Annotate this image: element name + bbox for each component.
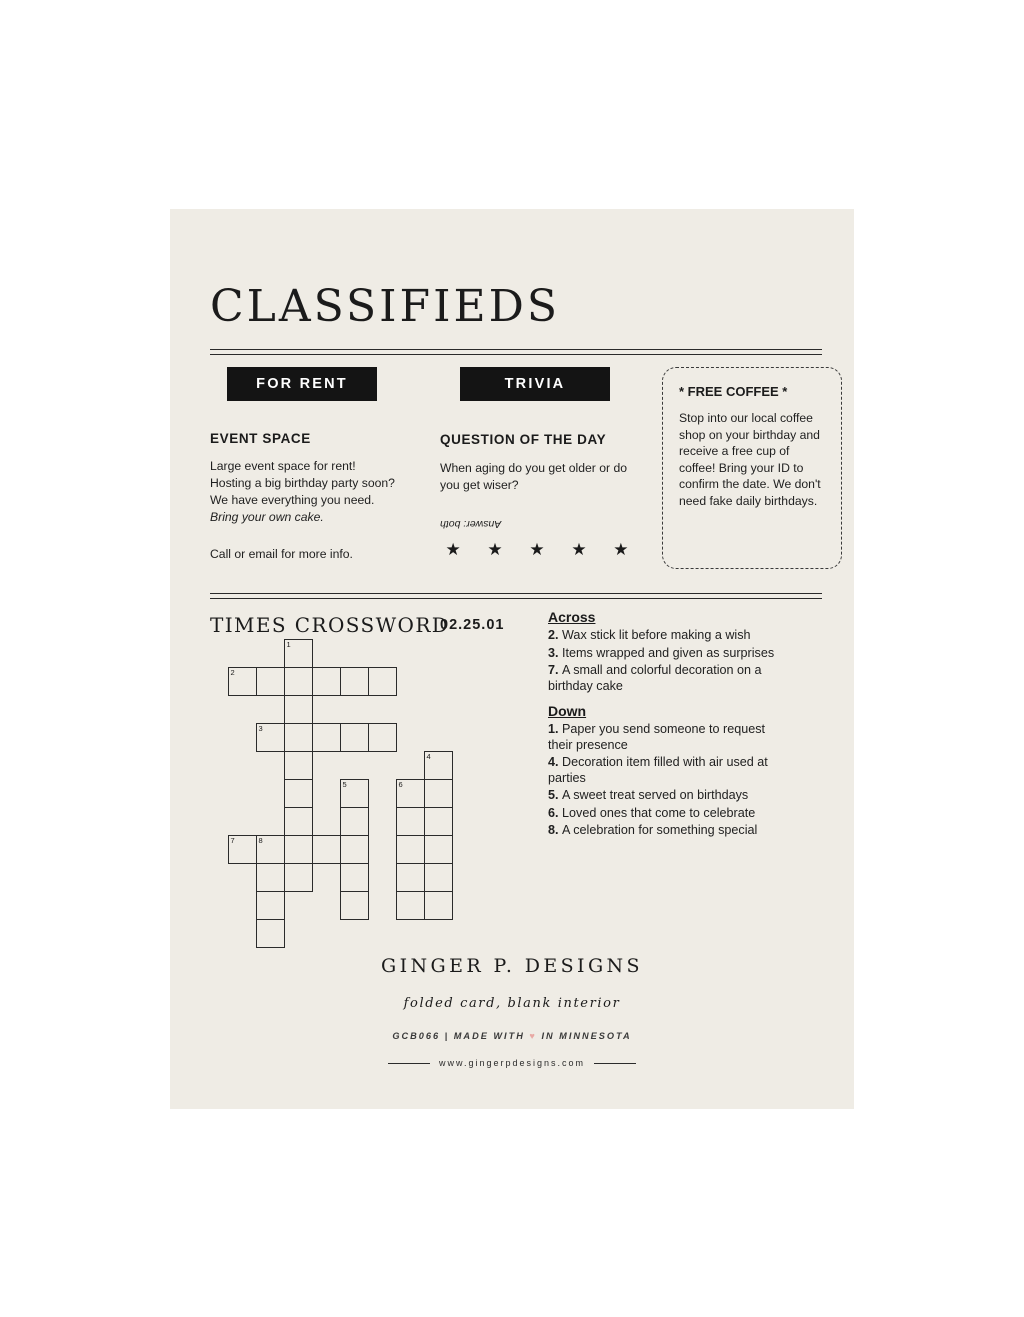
clue-number: 3. bbox=[548, 645, 563, 660]
crossword-cell[interactable] bbox=[256, 891, 285, 920]
crossword-cell[interactable] bbox=[424, 807, 453, 836]
clue-item bbox=[548, 722, 778, 753]
free-coffee-title: * FREE COFFEE * bbox=[679, 384, 788, 399]
crossword-cell[interactable] bbox=[368, 667, 397, 696]
crossword-cell[interactable] bbox=[312, 667, 341, 696]
crossword-cell[interactable] bbox=[340, 835, 369, 864]
clue-item bbox=[548, 755, 778, 786]
crossword-cell[interactable] bbox=[312, 835, 341, 864]
crossword-cell[interactable] bbox=[340, 807, 369, 836]
crossword-cell[interactable] bbox=[424, 751, 453, 780]
crossword-cell[interactable] bbox=[340, 723, 369, 752]
clue-number: 7. bbox=[548, 663, 563, 677]
product-code-prefix: GCB066 | MADE WITH bbox=[392, 1031, 530, 1041]
crossword-cell[interactable] bbox=[284, 835, 313, 864]
crossword-cell[interactable] bbox=[256, 723, 285, 752]
column-free-coffee bbox=[662, 367, 840, 569]
clue-text: Paper you send someone to request their presence bbox=[548, 722, 766, 752]
brand-tagline: folded card, blank interior bbox=[403, 996, 621, 1011]
crossword-cell[interactable] bbox=[228, 667, 257, 696]
crossword-cell[interactable] bbox=[396, 835, 425, 864]
crossword-cell-number: 7 bbox=[230, 836, 235, 845]
clue-text: A small and colorful decoration on a birthday cake bbox=[548, 663, 762, 693]
crossword-cell[interactable] bbox=[284, 639, 313, 668]
crossword-cell[interactable] bbox=[312, 723, 341, 752]
crossword-cell[interactable] bbox=[284, 695, 313, 724]
clue-number: 1. bbox=[548, 722, 563, 736]
crossword-cell-number: 5 bbox=[342, 780, 347, 789]
page-title: CLASSIFIEDS bbox=[210, 281, 561, 332]
crossword-cell-number: 8 bbox=[258, 836, 263, 845]
free-coffee-body: Stop into our local coffee shop on your birthday and receive a free cup of coffee! Bring your ID to confirm the date. We don't need fake daily birthdays. bbox=[679, 411, 821, 508]
crossword-cell[interactable] bbox=[284, 723, 313, 752]
crossword-cell[interactable] bbox=[396, 863, 425, 892]
for-rent-body-plain: Large event space for rent! Hosting a big birthday party soon? We have everything you need. bbox=[210, 459, 395, 507]
crossword-cell[interactable] bbox=[368, 723, 397, 752]
crossword-cell[interactable] bbox=[256, 835, 285, 864]
crossword-cell[interactable] bbox=[340, 779, 369, 808]
free-coffee-box bbox=[662, 367, 842, 569]
crossword-cell[interactable] bbox=[284, 863, 313, 892]
crossword-date: 02.25.01 bbox=[440, 617, 505, 633]
crossword-cell[interactable] bbox=[424, 779, 453, 808]
crossword-cell[interactable] bbox=[256, 667, 285, 696]
clue-item bbox=[548, 646, 778, 662]
trivia-answer-upside-down: Answer: both bbox=[440, 518, 502, 530]
column-trivia bbox=[440, 367, 645, 560]
clue-number: 5. bbox=[548, 788, 563, 802]
brand-url-row bbox=[192, 1058, 832, 1068]
crossword-cell-number: 3 bbox=[258, 724, 263, 733]
clue-item bbox=[548, 806, 778, 822]
clues-down-heading: Down bbox=[548, 703, 587, 719]
crossword-cell[interactable] bbox=[340, 863, 369, 892]
product-code bbox=[192, 1031, 832, 1041]
clue-item bbox=[548, 788, 778, 804]
product-code-suffix: IN MINNESOTA bbox=[536, 1031, 632, 1041]
for-rent-subhead: EVENT SPACE bbox=[210, 431, 311, 446]
card-inner bbox=[192, 209, 832, 1109]
crossword-cell[interactable] bbox=[340, 667, 369, 696]
crossword-cell-number: 2 bbox=[230, 668, 235, 677]
crossword-cell[interactable] bbox=[424, 891, 453, 920]
trivia-question: When aging do you get older or do you get wiser? bbox=[440, 461, 628, 492]
trivia-badge: TRIVIA bbox=[460, 367, 610, 401]
clue-item bbox=[548, 823, 778, 839]
card-footer bbox=[192, 955, 832, 1068]
clue-text: Decoration item filled with air used at parties bbox=[548, 755, 768, 785]
crossword-cell[interactable] bbox=[396, 779, 425, 808]
crossword-cell[interactable] bbox=[284, 751, 313, 780]
crossword-cell[interactable] bbox=[340, 891, 369, 920]
crossword-cell[interactable] bbox=[424, 835, 453, 864]
clues-across-list bbox=[548, 628, 778, 694]
crossword-clues bbox=[548, 609, 778, 841]
crossword-cell-number: 4 bbox=[426, 752, 431, 761]
clue-item bbox=[548, 628, 778, 644]
crossword-grid bbox=[228, 639, 538, 959]
clue-item bbox=[548, 663, 778, 694]
clue-number: 6. bbox=[548, 805, 563, 820]
crossword-cell[interactable] bbox=[228, 835, 257, 864]
clue-text: Items wrapped and given as surprises bbox=[562, 645, 775, 660]
crossword-cell[interactable] bbox=[396, 891, 425, 920]
clue-text: A celebration for something special bbox=[562, 823, 758, 837]
greeting-card bbox=[170, 209, 854, 1109]
crossword-cell[interactable] bbox=[284, 779, 313, 808]
brand-website[interactable]: www.gingerpdesigns.com bbox=[438, 1058, 586, 1068]
clue-number: 2. bbox=[548, 628, 563, 642]
crossword-cell-number: 1 bbox=[286, 640, 291, 649]
divider-middle bbox=[210, 593, 822, 599]
clues-across-heading: Across bbox=[548, 609, 596, 625]
crossword-cell[interactable] bbox=[396, 807, 425, 836]
for-rent-contact: Call or email for more info. bbox=[210, 547, 353, 561]
for-rent-body-emphasis: Bring your own cake. bbox=[210, 510, 324, 524]
heart-icon: ♥ bbox=[529, 1031, 537, 1041]
star-rating: ★ ★ ★ ★ ★ bbox=[445, 540, 640, 559]
crossword-cell[interactable] bbox=[256, 919, 285, 948]
clue-text: Loved ones that come to celebrate bbox=[562, 805, 756, 820]
clue-number: 8. bbox=[548, 823, 563, 837]
brand-name: GINGER P. DESIGNS bbox=[381, 955, 643, 977]
rule-left bbox=[388, 1063, 430, 1064]
column-for-rent bbox=[210, 367, 400, 563]
crossword-cell[interactable] bbox=[284, 807, 313, 836]
for-rent-badge: FOR RENT bbox=[227, 367, 377, 401]
crossword-title: TIMES CROSSWORD bbox=[210, 613, 450, 637]
crossword-cell[interactable] bbox=[256, 863, 285, 892]
for-rent-body bbox=[210, 458, 400, 526]
clue-text: Wax stick lit before making a wish bbox=[562, 628, 751, 642]
clues-down-list bbox=[548, 722, 778, 839]
clue-text: A sweet treat served on birthdays bbox=[562, 788, 749, 802]
divider-top bbox=[210, 349, 822, 355]
crossword-cell[interactable] bbox=[424, 863, 453, 892]
rule-right bbox=[594, 1063, 636, 1064]
crossword-cell[interactable] bbox=[284, 667, 313, 696]
clue-number: 4. bbox=[548, 755, 563, 769]
trivia-subhead: QUESTION OF THE DAY bbox=[440, 432, 607, 447]
crossword-cell-number: 6 bbox=[398, 780, 403, 789]
